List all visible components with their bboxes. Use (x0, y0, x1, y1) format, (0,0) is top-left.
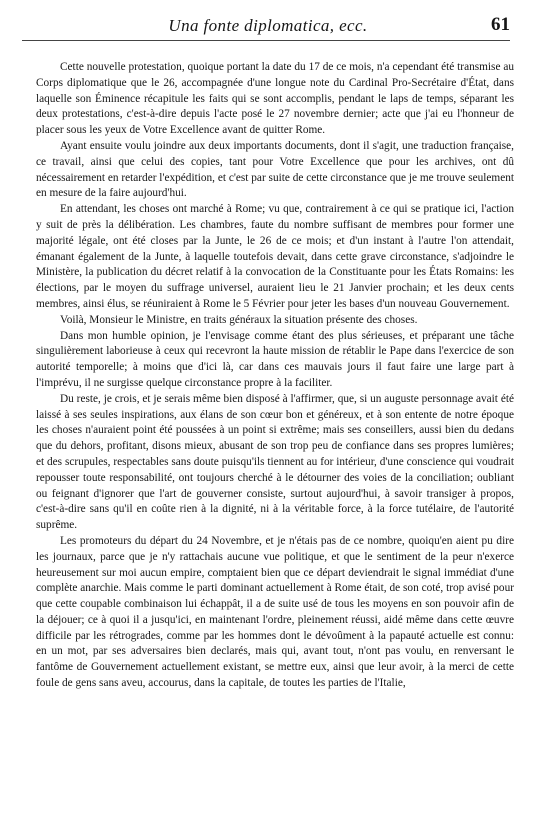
paragraph: Dans mon humble opinion, je l'envisage comme étant des plus sérieuses, et préparant une tâche singulièrement laborieuse à ceux qui recevront la haute mission de rétablir le Pape dans l'exercice de son autorité temporelle; à moins que d'ici là, car dans ces mauvais jours il faut faire une large part à l'imprévu, il ne surgisse quelque circonstance propre à la faciliter. (36, 329, 514, 389)
body-text (36, 60, 514, 692)
paragraph: Du reste, je crois, et je serais même bien disposé à l'affirmer, que, si un auguste personnage avait été laissé à ses seules inspirations, aux élans de son cœur bon et généreux, et à son entente de notre époque les choses n'auraient point été poussées à un point si extrême; mais ses conseillers, aussi bien du dedans que du dehors, profitant, disons mieux, abusant de son trop peu de confiance dans ses propres lumières; et des scrupules, respectables sans doute puisqu'ils tiennent au for intérieur, d'une conscience qui voudrait repousser toute responsabilité, ont toujours cherché à le détourner des voies de la conciliation; oubliant ou feignant d'ignorer que l'art de gouverner consiste, surtout aujourd'hui, à savoir transiger à propos, c'est-à-dire sans qu'il en coûte rien à la dignité, ni à la véritable force, à la force tutélaire, de l'autorité suprême. (36, 392, 514, 532)
running-title: Una fonte diplomatica, ecc. (168, 16, 368, 35)
paragraph: Cette nouvelle protestation, quoique portant la date du 17 de ce mois, n'a cependant été transmise au Corps diplomatique que le 26, accompagnée d'une longue note du Cardinal Pro-Secrétaire d'État, dans laquelle son Éminence récapitule les faits qui se sont accomplis, pendant le laps de temps, séparant les deux protestations, c'est-à-dire depuis l'acte posé le 27 novembre dernier; acte que j'ai eu l'honneur de placer sous les yeux de Votre Excellence avant de quitter Rome. (36, 61, 514, 137)
paragraph: Les promoteurs du départ du 24 Novembre, et je n'étais pas de ce nombre, quoiqu'en aient pu dire les journaux, parce que je n'y rattachais aucune vue politique, et que le sentiment de la peur n'exerce heureusement sur moi aucun empire, comptaient bien que ce départ deviendrait le signal immédiat d'une complète anarchie. Mais comme le parti dominant actuellement à Rome était, de son coté, trop avisé pour que cette coupable combinaison lui échappât, il a de suite usé de tous les moyens en son pouvoir afin de la déjouer; ce à quoi il a jusqu'ici, en maintenant l'ordre, pleinement réussi, aidé même dans cette œuvre difficile par les rétrogrades, comme par les hommes dont le dévoûment à la papauté actuelle est connu: en un mot, par ses adversaires bien declarés, mais qui, avant tout, n'ont pas voulu, en renversant le fantôme de Gouvernement actuellement existant, se mettre eux, ainsi que leur avoir, à la merci de cette foule de gens sans aveu, accourus, dans la capitale, de toutes les parties de l'Italie, (36, 534, 514, 690)
paragraph: Ayant ensuite voulu joindre aux deux importants documents, dont il s'agit, une traduction française, ce travail, ainsi que celui des copies, tant pour Votre Excellence que pour les archives, ont dû nécessairement en retarder l'expédition, et c'est par suite de cette circonstance que je me trouve seulement en mesure de la faire aujourd'hui. (36, 139, 514, 200)
page-number: 61 (491, 14, 510, 35)
header-rule (22, 40, 510, 41)
page-header (26, 12, 510, 42)
paragraph: En attendant, les choses ont marché à Rome; vu que, contrairement à ce qui se pratique ici, l'action y suit de près la délibération. Les chambres, faute du nombre suffisant de membres pour former une majorité légale, ont été closes par la Junte, le 26 de ce mois; et d'un instant à l'autre l'on attendait, émanant également de la Junte, à laquelle toutefois devait, dans cette grave circonstance, s'adjoindre le Ministère, la publication du décret relatif à la convocation de la Constituante pour les États Romains: les élections, par le moyen du suffrage universel, auraient lieu le 21 Janvier prochain; et les deux cents membres, ainsi élus, se réuniraient à Rome le 5 Février pour jeter les bases d'un nouveau Gouvernement. (36, 203, 514, 310)
paragraph: Voilà, Monsieur le Ministre, en traits généraux la situation présente des choses. (60, 313, 418, 326)
